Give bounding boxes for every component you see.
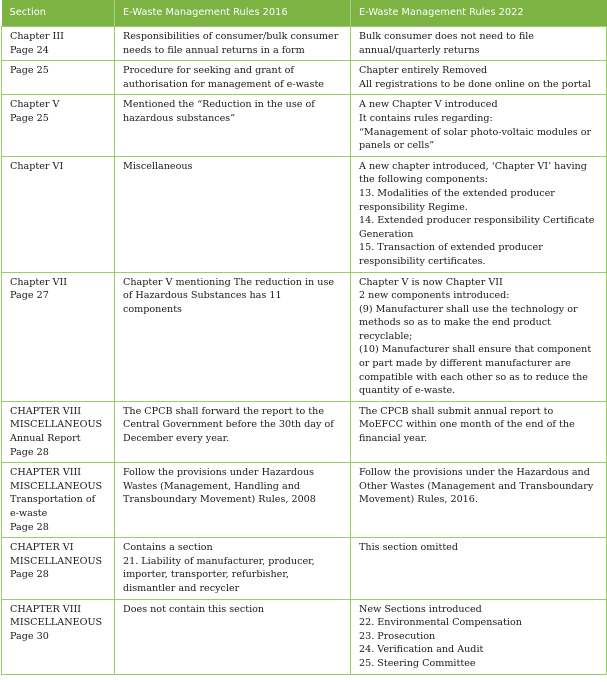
cell-text-line: (10) Manufacturer shall ensure that component or part made by different manufacturer are compatible with each other so as to reduce the quantity of e-waste. [359,344,592,397]
section-cell [2,538,115,599]
rules-2016-cell [115,27,351,61]
cell-text-line: All registrations to be done online on the portal [359,78,591,90]
cell-text-line: Mentioned the “Reduction in the use of hazardous substances” [123,99,315,124]
table-row [2,538,607,599]
cell-text-line: New Sections introduced [359,603,482,615]
rules-2022-cell [351,27,607,61]
table-row [2,61,607,95]
cell-text-line: Follow the provisions under the Hazardous and Other Wastes (Management and Transboundary Movement) Rules, 2016. [359,467,594,506]
cell-text-line: A new chapter introduced, ‘Chapter VI’ having the following components: [359,160,587,186]
rules-2022-cell [351,463,607,538]
table-row [2,27,607,61]
cell-text-line: Miscellaneous [123,160,193,172]
cell-text-line: Chapter V mentioning The reduction in use of Hazardous Substances has 11 components [123,276,335,315]
cell-text-line: Page 24 [10,44,49,56]
cell-text-line: 24. Verification and Audit [359,644,484,656]
cell-text-line: CHAPTER VI [10,542,74,554]
cell-text-line: Transportation of e-waste [10,494,96,519]
rules-2022-cell [351,156,607,272]
cell-text-line: Follow the provisions under Hazardous Wastes (Management, Handling and Transboundary Movement) Rules, 2008 [123,467,316,506]
cell-text-line: Chapter III [10,31,64,42]
rules-2016-cell [115,401,351,462]
cell-text-line: 14. Extended producer responsibility Certificate Generation [359,215,595,240]
cell-text-line: The CPCB shall forward the report to the Central Government before the 30th day of December every year. [123,405,334,445]
table-row [2,95,607,156]
section-cell [2,272,115,401]
section-cell [2,401,115,462]
cell-text-line: Page 25 [10,65,49,77]
cell-text-line: 25. Steering Committee [359,657,476,669]
rules-2016-cell [115,95,351,156]
rules-2022-cell [351,272,607,401]
cell-text-line: Annual Report [10,433,81,445]
cell-text-line: 2 new components introduced: [359,290,510,302]
section-cell [2,463,115,538]
rules-2022-cell [351,401,607,462]
cell-text-line: MISCELLANEOUS [10,617,103,629]
section-cell [2,599,115,674]
cell-text-line: Page 28 [10,446,49,458]
cell-text-line: CHAPTER VIII [10,603,82,615]
rules-2016-cell [115,463,351,538]
header-rules-2016: E-Waste Management Rules 2016 [115,0,351,27]
cell-text-line: Chapter entirely Removed [359,65,488,77]
section-cell [2,156,115,272]
cell-text-line: MISCELLANEOUS [10,480,103,492]
rules-2016-cell [115,599,351,674]
cell-text-line: Responsibilities of consumer/bulk consumer needs to file annual returns in a form [123,31,339,56]
rules-comparison-table [1,0,607,675]
cell-text-line: Contains a section [123,542,213,554]
table-row [2,156,607,272]
cell-text-line: MISCELLANEOUS [10,555,103,567]
cell-text-line: CHAPTER VIII [10,405,82,417]
section-cell [2,95,115,156]
cell-text-line: 21. Liability of manufacturer, producer, importer, transporter, refurbisher, dismantler and recycler [123,555,315,594]
cell-text-line: Bulk consumer does not need to file annual/quarterly returns [359,31,534,56]
cell-text-line: 23. Prosecution [359,630,436,642]
table-row [2,463,607,538]
rules-2016-cell [115,156,351,272]
rules-2016-cell [115,272,351,401]
section-cell [2,27,115,61]
header-rules-2022: E-Waste Management Rules 2022 [351,0,607,27]
rules-2022-cell [351,538,607,599]
rules-2022-cell [351,599,607,674]
rules-2016-cell [115,538,351,599]
rules-2022-cell [351,95,607,156]
table-header-row [2,0,607,27]
cell-text-line: 22. Environmental Compensation [359,617,522,629]
cell-text-line: 15. Transaction of extended producer responsibility certificates. [359,242,543,267]
cell-text-line: Does not contain this section [123,603,265,615]
cell-text-line: Page 28 [10,569,49,581]
cell-text-line: The CPCB shall submit annual report to MoEFCC within one month of the end of the financial year. [359,405,575,445]
cell-text-line: This section omitted [359,542,458,554]
rules-2022-cell [351,61,607,95]
cell-text-line: Chapter VI [10,160,64,172]
cell-text-line: “Management of solar photo-voltaic modules or panels or cells” [359,126,592,152]
cell-text-line: MISCELLANEOUS [10,419,103,431]
table-row [2,599,607,674]
cell-text-line: Chapter V [10,99,60,111]
cell-text-line: Page 30 [10,630,49,642]
cell-text-line: It contains rules regarding: [359,112,493,124]
cell-text-line: Procedure for seeking and grant of authorisation for management of e-waste [123,65,324,90]
cell-text-line: Page 28 [10,521,49,533]
rules-2016-cell [115,61,351,95]
cell-text-line: Page 27 [10,290,49,302]
table-body [2,27,607,675]
cell-text-line: 13. Modalities of the extended producer responsibility Regime. [359,187,555,213]
table-row [2,272,607,401]
cell-text-line: A new Chapter V introduced [359,99,498,111]
cell-text-line: Chapter V is now Chapter VII [359,276,503,288]
cell-text-line: Chapter VII [10,276,68,288]
header-section: Section [2,0,115,27]
table-row [2,401,607,462]
cell-text-line: (9) Manufacturer shall use the technology or methods so as to make the end product recyclable; [359,303,578,342]
section-cell [2,61,115,95]
cell-text-line: Page 25 [10,112,49,124]
cell-text-line: CHAPTER VIII [10,467,82,479]
